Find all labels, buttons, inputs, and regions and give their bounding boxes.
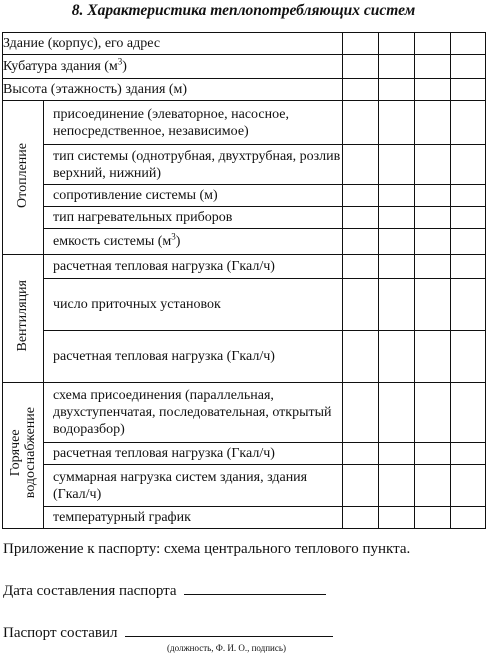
building-height-label: Высота (этажность) здания (м): [3, 79, 343, 101]
date-input-line[interactable]: [184, 581, 326, 595]
value-cell[interactable]: [415, 145, 451, 185]
table-row: [3, 55, 486, 79]
value-cell[interactable]: [343, 443, 379, 465]
value-cell[interactable]: [415, 279, 451, 331]
table-row: [3, 255, 486, 279]
value-cell[interactable]: [343, 55, 379, 79]
value-cell[interactable]: [451, 55, 486, 79]
value-cell[interactable]: [343, 33, 379, 55]
value-cell[interactable]: [415, 443, 451, 465]
heat-systems-table: [2, 32, 486, 529]
value-cell[interactable]: [451, 145, 486, 185]
hot-water-load-label: расчетная тепловая нагрузка (Гкал/ч): [44, 443, 343, 465]
value-cell[interactable]: [379, 279, 415, 331]
table-row: [3, 79, 486, 101]
value-cell[interactable]: [451, 331, 486, 383]
value-cell[interactable]: [343, 507, 379, 529]
table-row: [3, 33, 486, 55]
table-row: [3, 145, 486, 185]
value-cell[interactable]: [451, 79, 486, 101]
value-cell[interactable]: [379, 101, 415, 145]
value-cell[interactable]: [379, 229, 415, 255]
value-cell[interactable]: [415, 79, 451, 101]
value-cell[interactable]: [343, 185, 379, 207]
section-title: 8. Характеристика теплопотребляющих систем: [71, 2, 416, 19]
hot-water-group-label: Горячее водоснабжение: [3, 383, 44, 529]
value-cell[interactable]: [415, 507, 451, 529]
date-line: [3, 581, 326, 600]
value-cell[interactable]: [451, 443, 486, 465]
value-cell[interactable]: [343, 255, 379, 279]
value-cell[interactable]: [379, 443, 415, 465]
compiled-input-line[interactable]: [125, 623, 333, 637]
heating-connection-label: присоединение (элеваторное, насосное, непосредственное, независимое): [44, 101, 343, 145]
value-cell[interactable]: [451, 185, 486, 207]
value-cell[interactable]: [379, 55, 415, 79]
value-cell[interactable]: [379, 33, 415, 55]
value-cell[interactable]: [343, 383, 379, 443]
value-cell[interactable]: [343, 279, 379, 331]
value-cell[interactable]: [415, 185, 451, 207]
table-row: [3, 465, 486, 507]
table-row: [3, 207, 486, 229]
heater-type-label: тип нагревательных приборов: [44, 207, 343, 229]
appendix-text: Приложение к паспорту: схема центрального теплового пункта.: [3, 541, 411, 557]
heating-capacity-label: емкость системы $(м^3)$: [44, 229, 343, 255]
value-cell[interactable]: [451, 33, 486, 55]
value-cell[interactable]: [379, 331, 415, 383]
value-cell[interactable]: [343, 145, 379, 185]
table-row: [3, 383, 486, 443]
value-cell[interactable]: [379, 185, 415, 207]
value-cell[interactable]: [415, 331, 451, 383]
compiled-label: Паспорт составил: [3, 625, 118, 641]
value-cell[interactable]: [415, 383, 451, 443]
value-cell[interactable]: [451, 255, 486, 279]
value-cell[interactable]: [415, 255, 451, 279]
table-row: [3, 507, 486, 529]
value-cell[interactable]: [415, 229, 451, 255]
value-cell[interactable]: [379, 207, 415, 229]
value-cell[interactable]: [415, 101, 451, 145]
heating-group-label: Отопление: [3, 101, 44, 255]
value-cell[interactable]: [451, 229, 486, 255]
table-row: [3, 443, 486, 465]
value-cell[interactable]: [343, 465, 379, 507]
value-cell[interactable]: [379, 507, 415, 529]
table-row: [3, 185, 486, 207]
value-cell[interactable]: [343, 229, 379, 255]
heating-resistance-label: сопротивление системы (м): [44, 185, 343, 207]
value-cell[interactable]: [379, 255, 415, 279]
value-cell[interactable]: [379, 79, 415, 101]
value-cell[interactable]: [451, 383, 486, 443]
table-row: [3, 279, 486, 331]
value-cell[interactable]: [379, 383, 415, 443]
table-row: [3, 229, 486, 255]
ventilation-load-label-2: расчетная тепловая нагрузка (Гкал/ч): [44, 331, 343, 383]
value-cell[interactable]: [451, 465, 486, 507]
table-row: [3, 331, 486, 383]
table-row: [3, 101, 486, 145]
value-cell[interactable]: [451, 507, 486, 529]
compiled-caption: (должность, Ф. И. О., подпись): [167, 643, 286, 653]
value-cell[interactable]: [343, 331, 379, 383]
supply-units-count-label: число приточных установок: [44, 279, 343, 331]
value-cell[interactable]: [343, 101, 379, 145]
value-cell[interactable]: [451, 207, 486, 229]
value-cell[interactable]: [451, 279, 486, 331]
value-cell[interactable]: [379, 145, 415, 185]
temperature-schedule-label: температурный график: [44, 507, 343, 529]
value-cell[interactable]: [343, 79, 379, 101]
compiled-line: [3, 623, 333, 642]
value-cell[interactable]: [415, 33, 451, 55]
date-label: Дата составления паспорта: [3, 583, 177, 599]
value-cell[interactable]: [343, 207, 379, 229]
hot-water-scheme-label: схема присоединения (параллельная, двухступенчатая, последовательная, открытый водоразбор): [44, 383, 343, 443]
building-address-label: Здание (корпус), его адрес: [3, 33, 343, 55]
value-cell[interactable]: [379, 465, 415, 507]
value-cell[interactable]: [451, 101, 486, 145]
value-cell[interactable]: [415, 55, 451, 79]
building-volume-label: Кубатура здания $(м^3)$: [3, 55, 343, 79]
value-cell[interactable]: [415, 465, 451, 507]
heating-system-type-label: тип системы (однотрубная, двухтрубная, розлив верхний, нижний): [44, 145, 343, 185]
total-load-label: суммарная нагрузка систем здания, здания (Гкал/ч): [44, 465, 343, 507]
ventilation-group-label: Вентиляция: [3, 255, 44, 383]
value-cell[interactable]: [415, 207, 451, 229]
ventilation-load-label: расчетная тепловая нагрузка (Гкал/ч): [44, 255, 343, 279]
